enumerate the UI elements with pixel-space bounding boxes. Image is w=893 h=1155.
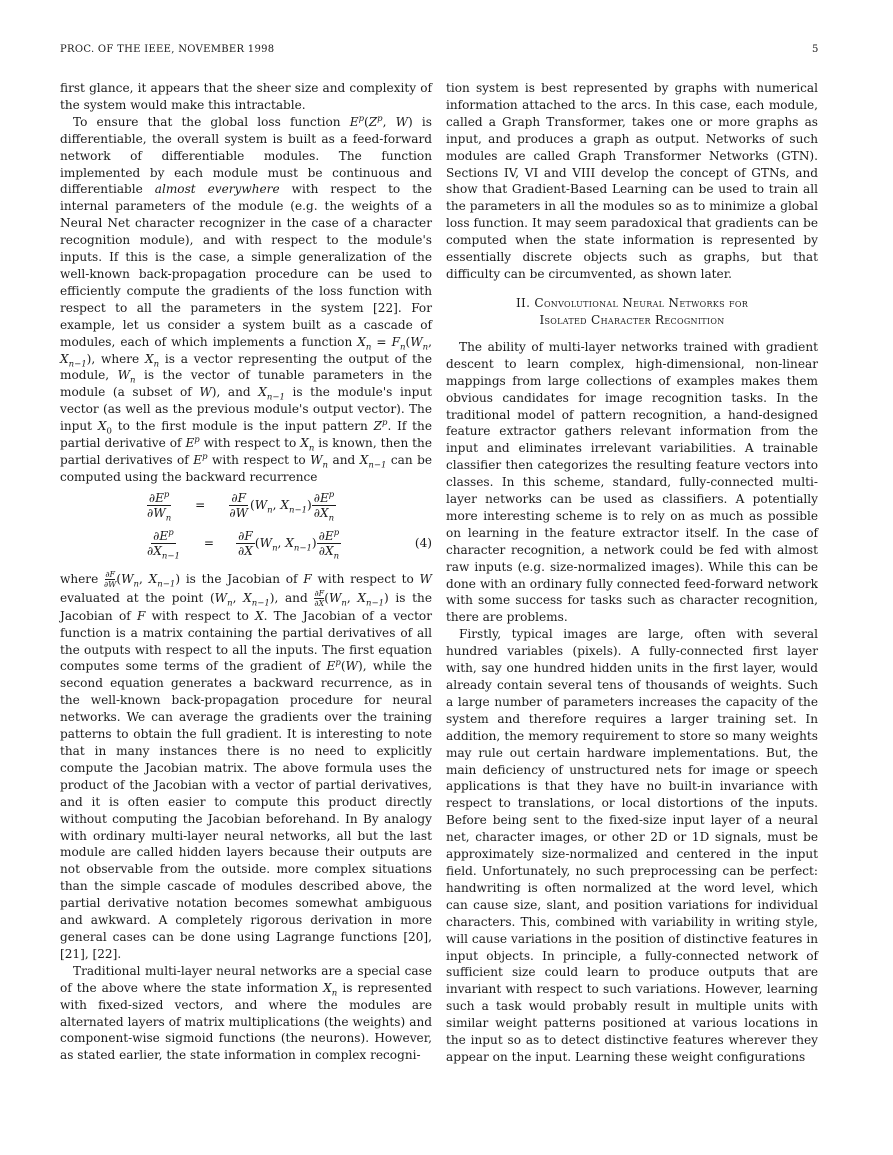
running-header: PROC. OF THE IEEE, NOVEMBER 1998 [60, 44, 275, 55]
paragraph: first glance, it appears that the sheer size and complexity of the system would make this intractable. [60, 81, 432, 112]
paragraph: The ability of multi-layer networks trained with gradient descent to learn complex, high-dimensional, non-linear mappings from large collections of examples makes them obvious candidates for image recognition tasks. In the traditional model of pattern recognition, a hand-designed feature extractor gathers relevant information from the input and eliminates irrelevant variabilities. A trainable classifier then categorizes the resulting feature vectors into classes. In this scheme, standard, fully-connected multi-layer networks can be used as classifiers. A potentially more interesting scheme is to rely on as much as possible on learning in the feature extractor itself. In the case of character recognition, a network could be fed with almost raw inputs (e.g. size-normalized images). While this can be done with an ordinary fully connected feed-forward network with some success for tasks such as character recognition, there are problems. [446, 339, 818, 625]
paragraph: tion system is best represented by graphs with numerical information attached to the arcs. In this case, each module, called a Graph Transformer, takes one or more graphs as input, and produces a graph as output. Networks of such modules are called Graph Transformer Networks (GTN). Sections IV, VI and VIII develop the concept of GTNs, and show that Gradient-Based Learning can be used to train all the parameters in all the modules so as to minimize a global loss function. It may seem paradoxical that gradients can be computed when the state information is represented by essentially discrete objects such as graphs, but that difficulty can be circumvented, as shown later. [446, 81, 818, 281]
paragraph: Firstly, typical images are large, often with several hundred variables (pixels). A fully-connected first layer with, say one hundred hidden units in the first layer, would already contain several tens of thousands of weights. Such a large number of parameters increases the capacity of the system and therefore requires a larger training set. In addition, the memory requirement to store so many weights may rule out certain hardware implementations. But, the main deficiency of unstructured nets for image or speech applications is that they have no built-in invariance with respect to translations, or local distortions of the inputs. Before being sent to the fixed-size input layer of a neural net, character images, or other 2D or 1D signals, must be approximately size-normalized and centered in the input field. Unfortunately, no such preprocessing can be perfect: handwriting is often normalized at the word level, which can cause size, slant, and position variations for individual characters. This, combined with variability in writing style, will cause variations in the position of distinctive features in input objects. In principle, a fully-connected network of sufficient size could learn to produce outputs that are invariant with respect to such variations. However, learning such a task would probably result in multiple units with similar weight patterns positioned at various locations in the input so as to detect distinctive features wherever they appear on the input. Learning these weight configurations [446, 627, 818, 1064]
paragraph: where $\frac{\partial F}{\partial W}$ ($W_n$, $X_{n-1}$) is the Jacobian of F with respect to W evaluated at the point ($W_n$, $X_{n-1}$), and $\frac{\partial F}{\partial X}$ ($W_n$, $X_{n-1}$) is the Jacobian of F with respect to X. The Jacobian of a vector function is a matrix containing the partial derivatives of all the outputs with respect to all the inputs. The first equation computes some terms of the gradient of $E^p(W)$, while the second equation generates a backward recurrence, as in the well-known back-propagation procedure for neural networks. We can average the gradients over the training patterns to obtain the full gradient. It is interesting to note that in many instances there is no need to explicitly compute the Jacobian matrix. The above formula uses the product of the Jacobian with a vector of partial derivatives, and it is often easier to compute this product directly without computing the Jacobian beforehand. In By analogy with ordinary multi-layer neural networks, all but the last module are called hidden layers because their outputs are not observable from the outside. more complex situations than the simple cascade of modules described above, the partial derivative notation becomes somewhat ambiguous and awkward. A completely rigorous derivation in more general cases can be done using Lagrange functions [20], [21], [22]. [60, 569, 432, 961]
right-column [446, 80, 818, 1066]
paragraph: To ensure that the global loss function $E^p(Z^p$, W) is differentiable, the overall system is built as a feed-forward network of differentiable modules. The function implemented by each module must be continuous and differentiable almost everywhere with respect to the internal parameters of the module (e.g. the weights of a Neural Net character recognizer in the case of a character recognition module), and with respect to the module's inputs. If this is the case, a simple generalization of the well-known back-propagation procedure can be used to efficiently compute the gradients of the loss function with respect to all the parameters in the system [22]. For example, let us consider a system built as a cascade of modules, each of which implements a function $X_n = F_n(W_n$, $X_{n-1}$), where $X_n$ is a vector representing the output of the module, $W_n$ is the vector of tunable parameters in the module (a subset of W), and $X_{n-1}$ is the module's input vector (as well as the previous module's output vector). The input $X_0$ to the first module is the input pattern $Z^p$. If the partial derivative of $E^p$ with respect to $X_n$ is known, then the partial derivatives of $E^p$ with respect to $W_n$ and $X_{n-1}$ can be computed using the backward recurrence [60, 113, 432, 484]
section-heading: II. Convolutional Neural Networks for Isolated Character Recognition [515, 295, 749, 327]
equation-4: $\frac{\partial E^p}{\partial W_n}$ = $\frac{\partial F}{\partial W}$ ($W_n$, $X_{n-1}$) $\frac{\partial E^p}{\partial X_n}$ $\frac{\partial E^p}{\partial X_{n-1}}$ = $\frac{\partial F}{\partial X}$ ($W_n$, $X_{n-1}$) $\frac{\partial E^p}{\partial X_n}$ (4) [147, 489, 432, 562]
paragraph: Traditional multi-layer neural networks are a special case of the above where the state information $X_n$ is represented with fixed-sized vectors, and where the modules are alternated layers of matrix multiplications (the weights) and component-wise sigmoid functions (the neurons). However, as stated earlier, the state information in complex recogni- [60, 963, 432, 1063]
equation-number: (4) [414, 535, 432, 550]
left-column [60, 80, 432, 1064]
page-number: 5 [812, 44, 819, 55]
